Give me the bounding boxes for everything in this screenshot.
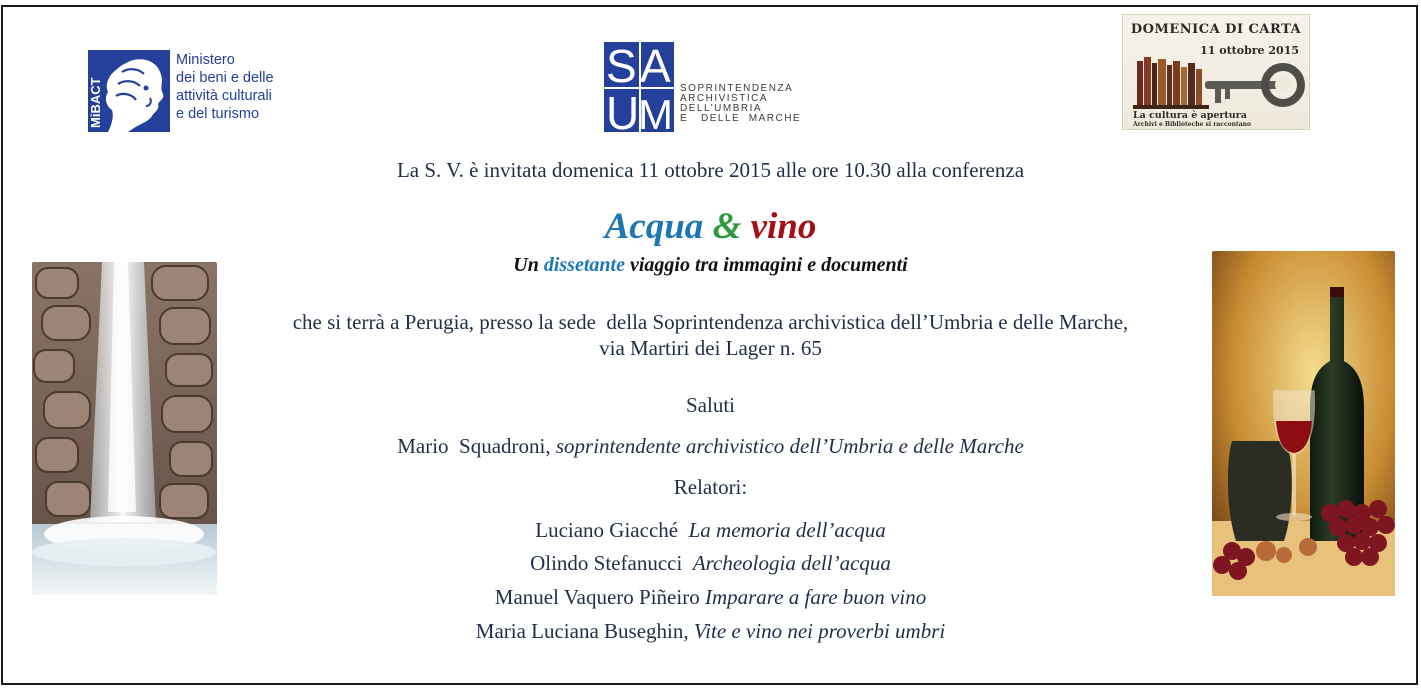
- speaker-row: [0, 518, 1421, 543]
- venue-line-2: via Martiri dei Lager n. 65: [599, 336, 822, 360]
- speaker-row: [0, 619, 1421, 644]
- saum-letter-s: S: [606, 42, 637, 92]
- mibact-line: attività culturali: [176, 88, 272, 104]
- speaker-name: Maria Luciana Buseghin,: [475, 619, 689, 643]
- speaker-topic: La memoria dell’acqua: [688, 518, 886, 542]
- speaker-row: [0, 551, 1421, 576]
- venue-line-1: che si terrà a Perugia, presso la sede della Soprintendenza archivistica dell’Umbria e delle Marche,: [292, 310, 1129, 334]
- mibact-name: [176, 51, 274, 123]
- saum-line: DELL’UMBRIA: [680, 103, 763, 114]
- mibact-line: Ministero: [176, 52, 235, 68]
- title-ampersand: &: [712, 206, 742, 247]
- ddc-date: 11 ottobre 2015: [1200, 44, 1299, 57]
- ddc-title: DOMENICA DI CARTA: [1130, 22, 1302, 37]
- title-acqua: Acqua: [604, 206, 704, 247]
- title-vino: vino: [750, 206, 817, 247]
- event-title: [0, 205, 1421, 248]
- saum-letter-u: U: [606, 87, 640, 132]
- ddc-slogan: La cultura è apertura: [1133, 110, 1247, 121]
- event-subtitle: [0, 254, 1421, 277]
- saluti-label: Saluti: [685, 393, 735, 417]
- subtitle-post: viaggio tra immagini e documenti: [629, 254, 908, 276]
- greeter: [0, 434, 1421, 459]
- greeter-name: Mario Squadroni,: [397, 434, 551, 458]
- saum-logo: [604, 42, 801, 134]
- speaker-topic: Archeologia dell’acqua: [692, 551, 891, 575]
- invitation-line: La S. V. è invitata domenica 11 ottobre 2015 alle ore 10.30 alla conferenza: [396, 158, 1025, 182]
- mibact-head-icon: [88, 50, 170, 132]
- speaker-topic: Vite e vino nei proverbi umbri: [693, 619, 946, 643]
- saum-line: SOPRINTENDENZA: [680, 83, 794, 94]
- subtitle-pre: Un: [513, 254, 539, 276]
- saum-mark: [604, 42, 674, 132]
- saum-letter-m: M: [638, 91, 673, 132]
- mibact-mark-text: MiBACT: [88, 77, 103, 128]
- saum-line: E DELLE MARCHE: [680, 113, 802, 124]
- mibact-line: dei beni e delle: [176, 70, 274, 86]
- subtitle-highlight: dissetante: [543, 254, 625, 276]
- domenica-di-carta-logo: [1122, 14, 1310, 130]
- saum-line: ARCHIVISTICA: [680, 93, 769, 104]
- speaker-name: Manuel Vaquero Piñeiro: [494, 585, 700, 609]
- wine-still-life-photo: [1212, 251, 1395, 596]
- greeter-role: soprintendente archivistico dell’Umbria e delle Marche: [555, 434, 1024, 458]
- speaker-topic: Imparare a fare buon vino: [704, 585, 927, 609]
- saum-letter-a: A: [640, 42, 671, 92]
- ddc-subtitle: Archivi e Biblioteche si raccontano: [1133, 121, 1251, 128]
- mibact-logo: [88, 50, 274, 132]
- speaker-name: Olindo Stefanucci: [530, 551, 683, 575]
- speaker-row: [0, 585, 1421, 610]
- saum-name: [680, 84, 801, 124]
- speaker-name: Luciano Giacché: [535, 518, 679, 542]
- relatori-label: Relatori:: [673, 475, 748, 499]
- mibact-line: e del turismo: [176, 106, 260, 122]
